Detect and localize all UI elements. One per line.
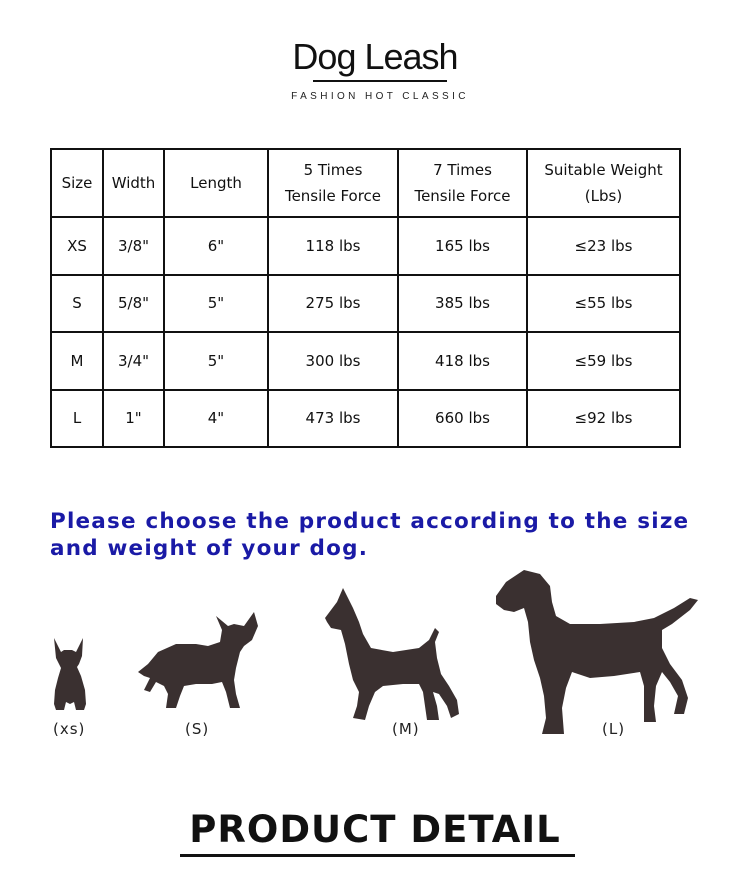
table-row — [51, 275, 680, 333]
cell-seven-times: 418 lbs — [398, 332, 527, 390]
header-length: Length — [164, 149, 268, 217]
table-row — [51, 390, 680, 448]
cell-five-times: 473 lbs — [268, 390, 398, 448]
cell-width: 1" — [103, 390, 164, 448]
cell-length: 6" — [164, 217, 268, 275]
header-five-times-line2: Tensile Force — [284, 187, 382, 205]
cell-size: L — [51, 390, 103, 448]
header-weight-line2: (Lbs) — [584, 187, 623, 205]
cell-seven-times: 165 lbs — [398, 217, 527, 275]
cell-length: 5" — [164, 332, 268, 390]
header-seven-times-line2: Tensile Force — [414, 187, 511, 205]
cell-seven-times: 385 lbs — [398, 275, 527, 333]
dog-l-label: (L) — [602, 720, 626, 738]
size-chart-table — [50, 148, 681, 448]
header-width: Width — [103, 149, 164, 217]
dog-m-silhouette-icon — [323, 588, 463, 728]
cell-size: M — [51, 332, 103, 390]
product-detail-heading: PRODUCT DETAIL — [189, 808, 561, 851]
cell-width: 5/8" — [103, 275, 164, 333]
cell-width: 3/4" — [103, 332, 164, 390]
cell-length: 5" — [164, 275, 268, 333]
header-weight-line1: Suitable Weight — [544, 161, 663, 179]
dog-xs-label: (xs) — [53, 720, 86, 738]
dog-m-label: (M) — [392, 720, 420, 738]
cell-size: XS — [51, 217, 103, 275]
page-title: Dog Leash — [292, 36, 458, 77]
header-seven-times-line1: 7 Times — [433, 161, 492, 179]
header-size: Size — [51, 149, 103, 217]
cell-five-times: 118 lbs — [268, 217, 398, 275]
product-detail-underline — [180, 854, 575, 857]
table-row — [51, 332, 680, 390]
cell-seven-times: 660 lbs — [398, 390, 527, 448]
cell-weight: ≤23 lbs — [527, 217, 680, 275]
notice-line2: and weight of your dog. — [50, 536, 369, 561]
header-suitable-weight — [527, 149, 680, 217]
cell-length: 4" — [164, 390, 268, 448]
table-row — [51, 217, 680, 275]
title-underline — [313, 80, 447, 82]
header-seven-times-tensile — [398, 149, 527, 217]
size-guidance-notice — [50, 508, 710, 562]
header-five-times-line1: 5 Times — [303, 161, 363, 179]
page-subtitle: FASHION HOT CLASSIC — [291, 91, 469, 102]
header-five-times-tensile — [268, 149, 398, 217]
cell-weight: ≤55 lbs — [527, 275, 680, 333]
table-header-row — [51, 149, 680, 217]
dog-s-silhouette-icon — [136, 612, 266, 712]
cell-weight: ≤59 lbs — [527, 332, 680, 390]
dog-s-label: (S) — [185, 720, 210, 738]
dog-xs-silhouette-icon — [48, 634, 92, 714]
cell-weight: ≤92 lbs — [527, 390, 680, 448]
dog-l-silhouette-icon — [494, 568, 704, 738]
cell-five-times: 300 lbs — [268, 332, 398, 390]
cell-five-times: 275 lbs — [268, 275, 398, 333]
cell-width: 3/8" — [103, 217, 164, 275]
dog-size-illustrations — [0, 560, 750, 760]
cell-size: S — [51, 275, 103, 333]
notice-line1: Please choose the product according to the size — [50, 509, 690, 534]
